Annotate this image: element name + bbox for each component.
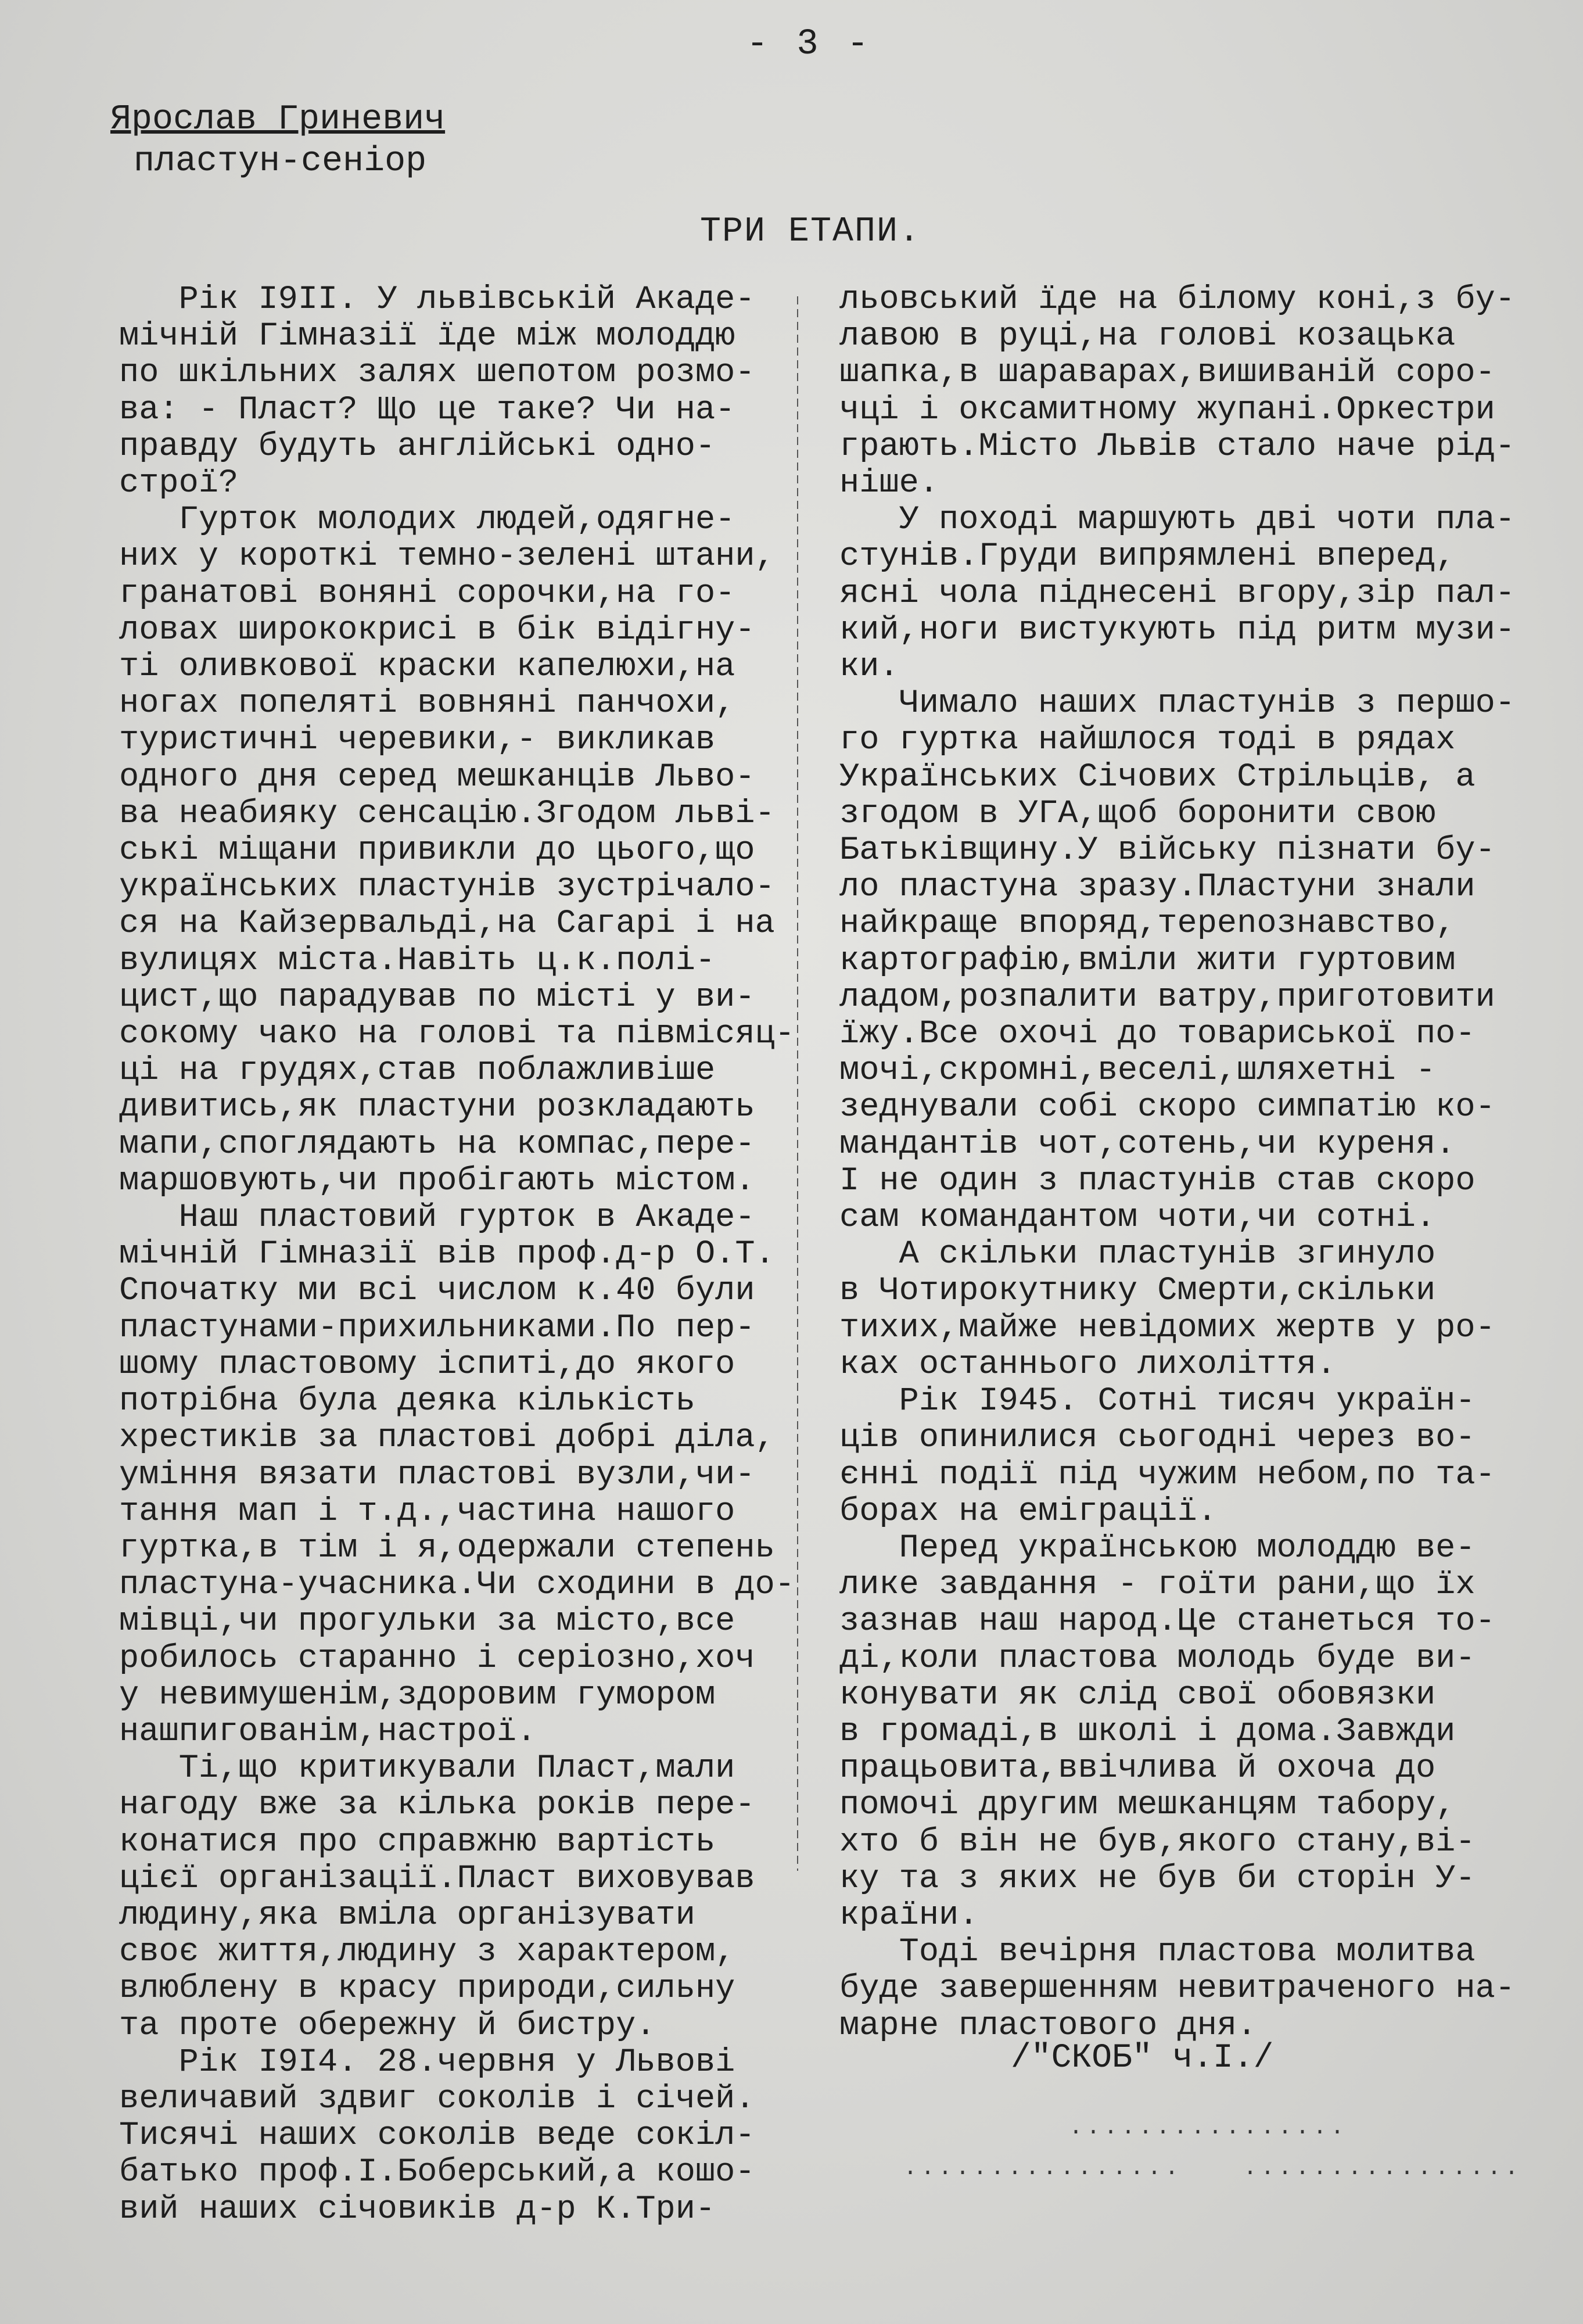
page-number: - 3 -: [746, 23, 873, 64]
text-line: марне пластового дня.: [839, 2007, 1257, 2045]
text-line: грають.Місто Львів стало наче рід-: [839, 428, 1515, 465]
text-line: гуртка,в тім і я,одержали степень: [119, 1529, 775, 1567]
text-line: зеднували собі скоро симпатію ко-: [839, 1089, 1495, 1127]
text-line: шому пластовому іспиті,до якого: [119, 1346, 735, 1383]
text-line: ку та з яких не був би сторін У-: [839, 1860, 1476, 1898]
text-line: вулицях міста.Навіть ц.к.полі-: [119, 942, 716, 980]
text-line: нашпигованім,настрої.: [119, 1713, 537, 1751]
text-line: уміння вязати пластові вузли,чи-: [119, 1456, 755, 1494]
text-line: конатися про справжню вартість: [119, 1823, 716, 1861]
text-line: мочі,скромні,веселі,шляхетні -: [839, 1052, 1436, 1090]
text-line: Чимало наших пластунів з першо-: [839, 685, 1515, 723]
text-line: ки.: [839, 648, 899, 686]
dotted-line: ................: [1243, 2156, 1523, 2182]
text-line: Українських Січових Стрільців, а: [839, 758, 1476, 796]
text-line: льовський їде на білому коні,з бу-: [839, 281, 1515, 318]
text-line: батько проф.І.Боберський,а кошо-: [119, 2154, 755, 2192]
text-line: найкраще впоряд,терenознавство,: [839, 905, 1456, 943]
text-line: ло пластуна зразу.Пластуни знали: [839, 869, 1476, 906]
text-line: та проте обережну й бистру.: [119, 2007, 656, 2045]
text-line: тихих,майже невідомих жертв у ро-: [839, 1309, 1495, 1347]
text-line: мапи,споглядають на компас,пере-: [119, 1125, 755, 1163]
article-title: ТРИ ЕТАПИ.: [700, 212, 921, 252]
text-line: Спочатку ми всі числом к.40 були: [119, 1272, 755, 1310]
text-line: робилось старанно і серіозно,хоч: [119, 1640, 755, 1677]
author-block: [110, 99, 445, 182]
text-line: Перед українською молоддю ве-: [839, 1529, 1476, 1567]
text-line: конувати як слід свої обовязки: [839, 1676, 1436, 1714]
text-line: тання мап і т.д.,частина нашого: [119, 1493, 735, 1530]
text-line: ясні чола піднесені вгору,зір пал-: [839, 575, 1515, 612]
text-line: шапка,в шараварах,вишиваній соро-: [839, 354, 1495, 392]
text-line: пластуна-учасника.Чи сходини в до-: [119, 1566, 795, 1604]
text-line: ва неабияку сенсацію.Згодом льві-: [119, 795, 775, 833]
text-line: зазнав наш народ.Це станеться то-: [839, 1603, 1495, 1641]
text-line: ва: - Пласт? Що це таке? Чи на-: [119, 391, 735, 429]
right-column: [839, 282, 1554, 2045]
author-name: Ярослав Гриневич: [110, 100, 446, 139]
text-line: ті оливкової краски капелюхи,на: [119, 648, 735, 686]
text-line: одного дня серед мешканців Льво-: [119, 758, 755, 796]
text-line: правду будуть англійські одно-: [119, 428, 716, 465]
text-line: У поході маршують дві чоти пла-: [839, 501, 1515, 539]
author-role: пластун-сеніор: [134, 142, 427, 181]
text-line: величавий здвиг соколів і січей.: [119, 2080, 755, 2118]
text-line: їжу.Все охочі до товариської по-: [839, 1016, 1476, 1053]
text-line: А скільки пластунів згинуло: [839, 1236, 1436, 1274]
text-line: цист,що парадував по місті у ви-: [119, 978, 755, 1016]
text-line: лавою в руці,на голові козацька: [839, 318, 1456, 356]
text-line: борах на еміграції.: [839, 1493, 1217, 1530]
text-line: влюблену в красу природи,сильну: [119, 1970, 735, 2008]
dotted-line: ................: [1069, 2115, 1348, 2141]
text-line: країни.: [839, 1896, 979, 1934]
text-line: помочі другим мешканцям табору,: [839, 1787, 1456, 1824]
dotted-line: ................: [903, 2156, 1183, 2182]
text-line: ладом,розпалити ватру,приготовити: [839, 978, 1495, 1016]
text-line: вий наших січовиків д-р К.Три-: [119, 2190, 716, 2228]
text-line: Ті,що критикували Пласт,мали: [119, 1750, 735, 1788]
text-line: го гуртка найшлося тоді в рядах: [839, 722, 1456, 759]
text-line: ловах ширококрисі в бік відігну-: [119, 611, 755, 649]
text-line: у невимушенім,здоровим гумором: [119, 1676, 716, 1714]
text-line: мічній Гімназії їде між молоддю: [119, 318, 735, 356]
text-line: ніше.: [839, 465, 939, 503]
text-line: них у короткі темно-зелені штани,: [119, 538, 775, 576]
text-line: мічній Гімназії вів проф.д-р О.Т.: [119, 1236, 775, 1274]
text-line: хто б він не був,якого стану,ві-: [839, 1823, 1476, 1861]
text-line: ців опинилися сьогодні через во-: [839, 1419, 1476, 1457]
text-line: єнні події під чужим небом,по та-: [839, 1456, 1495, 1494]
text-line: нагоду вже за кілька років пере-: [119, 1787, 755, 1824]
text-line: Рік I9I4. 28.червня у Львові: [119, 2043, 735, 2081]
text-line: картографію,вміли жити гуртовим: [839, 942, 1456, 980]
text-line: ногах попеляті вовняні панчохи,: [119, 685, 735, 723]
text-line: маршовують,чи пробігають містом.: [119, 1162, 755, 1200]
text-line: мандантів чот,сотень,чи куреня.: [839, 1125, 1456, 1163]
text-line: строї?: [119, 465, 239, 503]
text-line: українських пластунів зустрічало-: [119, 869, 775, 906]
text-line: ські міщани привикли до цього,що: [119, 832, 755, 870]
left-column: [119, 281, 795, 2228]
text-line: стунів.Груди випрямлені вперед,: [839, 538, 1456, 576]
text-line: Батьківщину.У війську пізнати бу-: [839, 832, 1495, 870]
text-line: І не один з пластунів став скоро: [839, 1162, 1476, 1200]
text-line: ці на грудях,став поблажливіше: [119, 1052, 716, 1090]
text-line: пластунами-прихильниками.По пер-: [119, 1309, 755, 1347]
text-line: кий,ноги вистукують під ритм музи-: [839, 611, 1515, 649]
text-line: ді,коли пластова молодь буде ви-: [839, 1640, 1476, 1677]
text-line: мівці,чи прогульки за місто,все: [119, 1603, 735, 1641]
text-line: сам командантом чоти,чи сотні.: [839, 1199, 1436, 1237]
text-line: гранатові воняні сорочки,на го-: [119, 575, 735, 612]
text-line: Гурток молодих людей,одягне-: [119, 501, 735, 539]
text-line: ках останнього лихоліття.: [839, 1346, 1337, 1383]
text-line: по шкільних залях шепотом розмо-: [119, 354, 755, 392]
column-divider: [797, 296, 798, 1871]
text-line: людину,яка вміла організувати: [119, 1896, 695, 1934]
text-line: буде завершенням невитраченого на-: [839, 1970, 1515, 2008]
text-line: чці і оксамитному жупані.Оркестри: [839, 391, 1495, 429]
text-line: Наш пластовий гурток в Акаде-: [119, 1199, 755, 1237]
text-line: дивитись,як пластуни розкладають: [119, 1089, 755, 1127]
text-line: Тисячі наших соколів веде сокіл-: [119, 2117, 755, 2155]
text-line: лике завдання - гоїти рани,що їх: [839, 1566, 1476, 1604]
text-line: потрібна була деяка кількість: [119, 1383, 695, 1421]
text-line: цієї організації.Пласт виховував: [119, 1860, 755, 1898]
text-line: сокому чако на голові та півмісяц-: [119, 1016, 795, 1053]
text-line: своє життя,людину з характером,: [119, 1934, 735, 1971]
text-line: ся на Кайзервальді,на Сагарі і на: [119, 905, 775, 943]
text-line: працьовита,ввічлива й охоча до: [839, 1750, 1436, 1788]
text-line: згодом в УГА,щоб боронити свою: [839, 795, 1436, 833]
text-line: в громаді,в школі і дома.Завжди: [839, 1713, 1456, 1751]
text-line: в Чотирокутнику Смерти,скільки: [839, 1272, 1436, 1310]
text-line: Рік I945. Сотні тисяч україн-: [839, 1383, 1476, 1421]
text-line: хрестиків за пластові добрі діла,: [119, 1419, 775, 1457]
text-line: туристичні черевики,- викликав: [119, 722, 716, 759]
text-line: Тоді вечірня пластова молитва: [839, 1934, 1476, 1971]
text-line: Рік I9II. У львівській Акаде-: [119, 281, 755, 318]
source-signature: /"СКОБ" ч.І./: [1011, 2039, 1274, 2077]
